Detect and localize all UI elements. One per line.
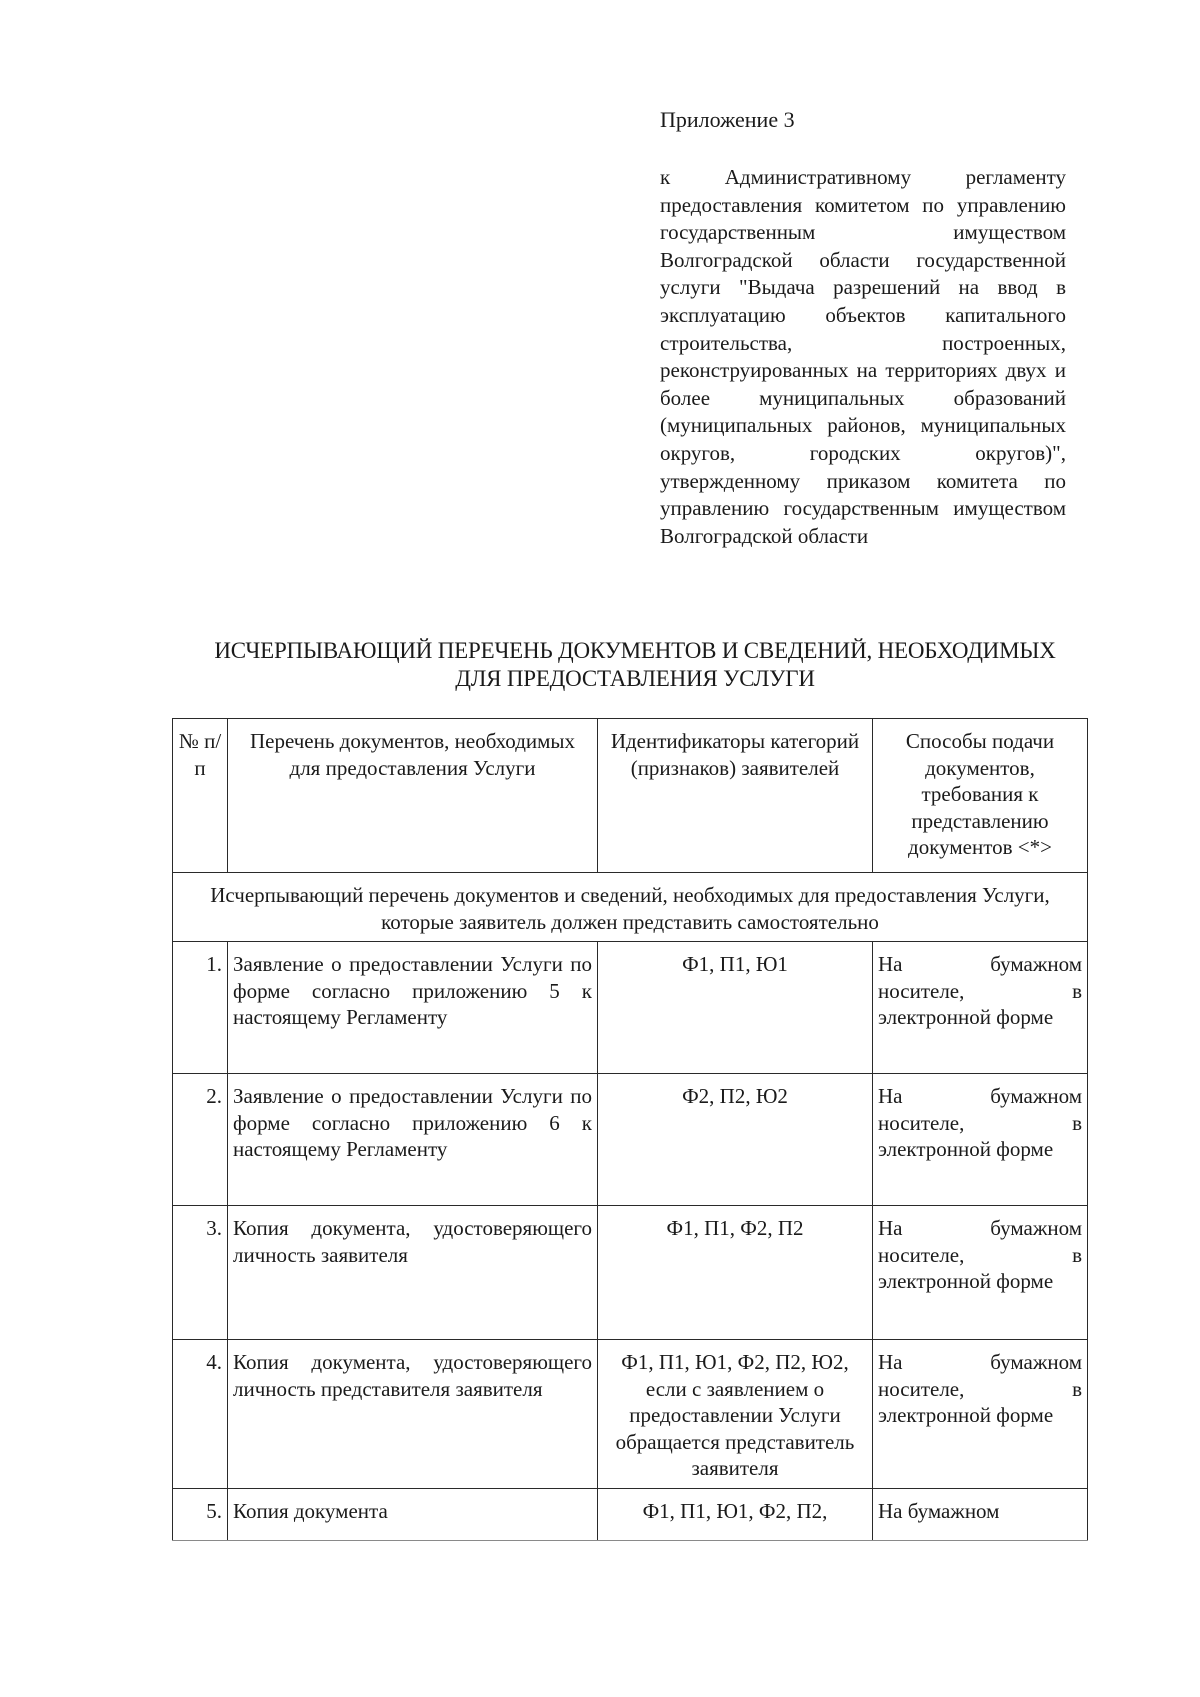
row-document: Копия документа, удостоверяющего личность заявителя — [228, 1206, 598, 1340]
row-method: На бумажном носителе, в электронной форме — [873, 1074, 1088, 1206]
document-title-line-1: ИСЧЕРПЫВАЮЩИЙ ПЕРЕЧЕНЬ ДОКУМЕНТОВ И СВЕДЕНИЙ, НЕОБХОДИМЫХ — [214, 638, 1056, 663]
row-number: 4. — [173, 1340, 228, 1489]
row-categories: Ф1, П1, Ю1, Ф2, П2, Ю2, если с заявлением о предоставлении Услуги обращается представитель заявителя — [598, 1340, 873, 1489]
table-header-row — [173, 719, 1088, 873]
row-document: Копия документа — [228, 1489, 598, 1541]
column-header-methods: Способы подачи документов, требования к представлению документов <*> — [873, 719, 1088, 873]
row-categories: Ф1, П1, Ю1, Ф2, П2, — [598, 1489, 873, 1541]
table-row — [173, 1206, 1088, 1340]
section-heading: Исчерпывающий перечень документов и сведений, необходимых для предоставления Услуги, которые заявитель должен представить самостоятельно — [173, 873, 1088, 942]
column-header-documents: Перечень документов, необходимых для предоставления Услуги — [228, 719, 598, 873]
row-number: 3. — [173, 1206, 228, 1340]
row-document: Копия документа, удостоверяющего личность представителя заявителя — [228, 1340, 598, 1489]
table-row — [173, 942, 1088, 1074]
appendix-label: Приложение 3 — [660, 107, 795, 132]
row-number: 1. — [173, 942, 228, 1074]
row-number: 5. — [173, 1489, 228, 1541]
documents-table — [172, 718, 1088, 1541]
column-header-number: № п/п — [173, 719, 228, 873]
row-categories: Ф1, П1, Ю1 — [598, 942, 873, 1074]
row-categories: Ф1, П1, Ф2, П2 — [598, 1206, 873, 1340]
row-method: На бумажном — [873, 1489, 1088, 1541]
table-row — [173, 1340, 1088, 1489]
row-document: Заявление о предоставлении Услуги по форме согласно приложению 5 к настоящему Регламенту — [228, 942, 598, 1074]
appendix-preamble: к Административному регламенту предоставления комитетом по управлению государственным имуществом Волгоградской области государственной услуги "Выдача разрешений на ввод в эксплуатацию объектов капитального строительства, построенных, реконструированных на территориях двух и более муниципальных образований (муниципальных районов, муниципальных округов, городских округов)", утвержденному приказом комитета по управлению государственным имуществом Волгоградской области — [660, 165, 1066, 548]
row-method: На бумажном носителе, в электронной форме — [873, 1340, 1088, 1489]
row-categories: Ф2, П2, Ю2 — [598, 1074, 873, 1206]
document-title — [170, 637, 1100, 693]
table-row — [173, 1489, 1088, 1541]
table-row — [173, 1074, 1088, 1206]
section-heading-row — [173, 873, 1088, 942]
column-header-categories: Идентификаторы категорий (признаков) заявителей — [598, 719, 873, 873]
document-title-line-2: ДЛЯ ПРЕДОСТАВЛЕНИЯ УСЛУГИ — [455, 666, 815, 691]
row-method: На бумажном носителе, в электронной форме — [873, 1206, 1088, 1340]
row-number: 2. — [173, 1074, 228, 1206]
row-method: На бумажном носителе, в электронной форме — [873, 942, 1088, 1074]
row-document: Заявление о предоставлении Услуги по форме согласно приложению 6 к настоящему Регламенту — [228, 1074, 598, 1206]
